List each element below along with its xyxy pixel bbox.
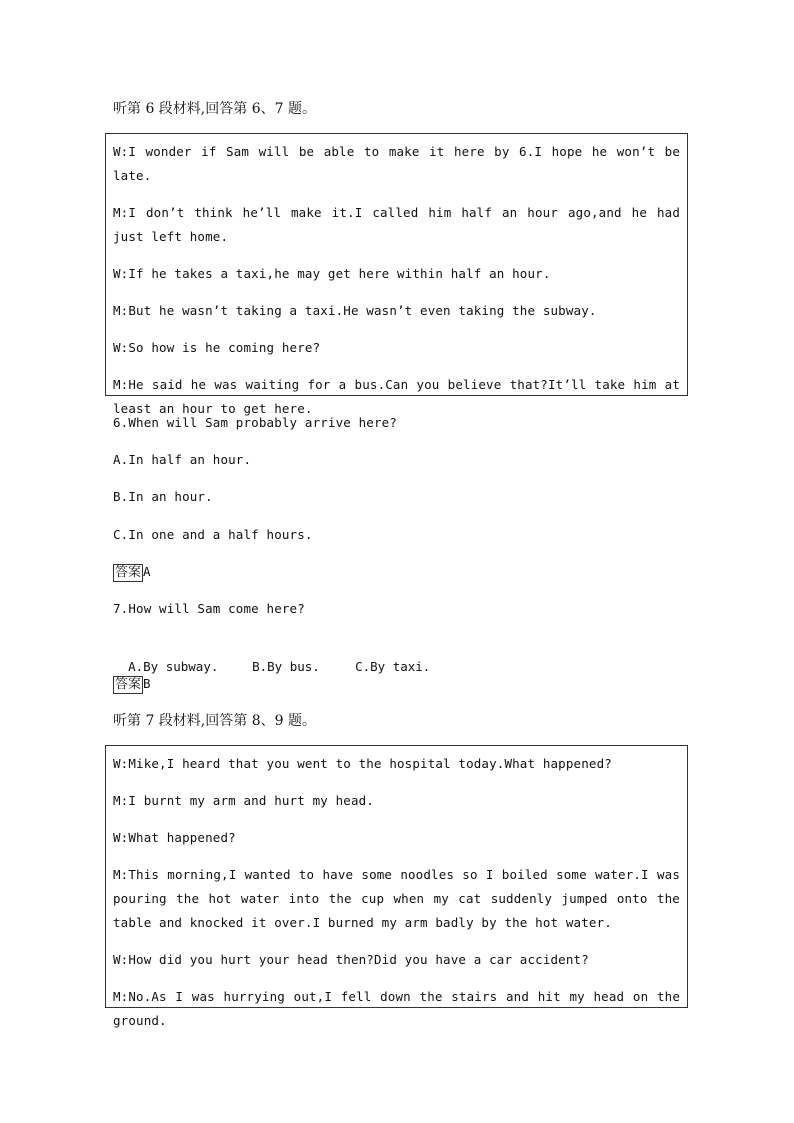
section-6-heading: 听第 6 段材料,回答第 6、7 题。: [113, 101, 316, 117]
dialogue-line: W:How did you hurt your head then?Did you have a car accident?: [113, 952, 589, 967]
section-7-heading: 听第 7 段材料,回答第 8、9 题。: [113, 713, 316, 729]
dialogue-line: W:Mike,I heard that you went to the hospital today.What happened?: [113, 756, 612, 771]
question-6: 6.When will Sam probably arrive here?: [113, 415, 397, 430]
dialogue-line: M:I don’t think he’ll make it.I called him half an hour ago,and he had just left home.: [113, 205, 680, 244]
dialogue-line: M:No.As I was hurrying out,I fell down the stairs and hit my head on the ground.: [113, 989, 680, 1028]
dialogue-line: W:What happened?: [113, 830, 236, 845]
answer-value: A: [143, 564, 151, 579]
question-6-answer: [113, 562, 151, 582]
dialogue-box-section-7: [105, 745, 688, 1028]
answer-value: B: [143, 676, 151, 691]
dialogue-line: M:I burnt my arm and hurt my head.: [113, 793, 374, 808]
question-7-option-a: A.By subway.: [128, 659, 219, 674]
question-6-option-a: A.In half an hour.: [113, 452, 252, 467]
dialogue-line: M:This morning,I wanted to have some noodles so I boiled some water.I was pouring the hot water into the cup when my cat suddenly jumped onto the table and knocked it over.I burned my arm badly by the hot water.: [113, 867, 680, 930]
dialogue-line: W:I wonder if Sam will be able to make it here by 6.I hope he won’t be late.: [113, 144, 680, 183]
dialogue-line: M:But he wasn’t taking a taxi.He wasn’t even taking the subway.: [113, 303, 597, 318]
dialogue-line: M:He said he was waiting for a bus.Can you believe that?It’ll take him at least an hour to get here.: [113, 377, 680, 416]
answer-label: 答案: [115, 677, 142, 692]
question-7-option-b: B.By bus.: [252, 659, 320, 674]
dialogue-box-section-6: [105, 133, 688, 416]
question-7: 7.How will Sam come here?: [113, 601, 305, 616]
question-7-option-c: C.By taxi.: [355, 659, 431, 674]
answer-label: 答案: [115, 565, 142, 580]
question-6-option-b: B.In an hour.: [113, 489, 213, 504]
dialogue-line: W:If he takes a taxi,he may get here within half an hour.: [113, 266, 551, 281]
question-7-answer: [113, 674, 151, 694]
dialogue-line: W:So how is he coming here?: [113, 340, 321, 355]
question-7-options: [113, 637, 430, 677]
question-6-option-c: C.In one and a half hours.: [113, 527, 313, 542]
